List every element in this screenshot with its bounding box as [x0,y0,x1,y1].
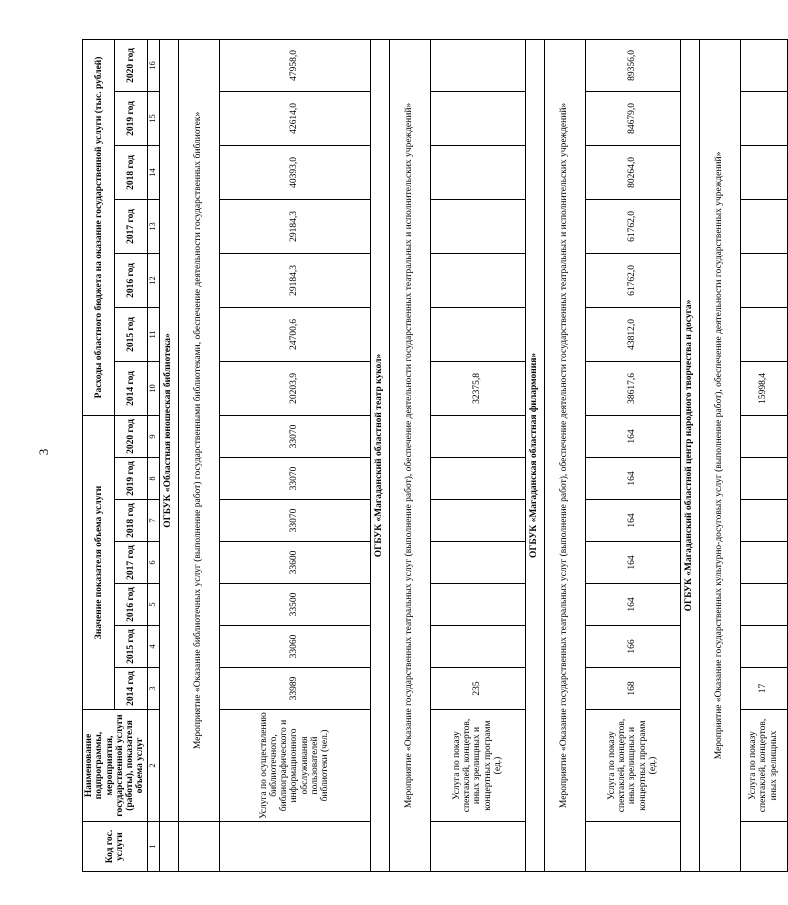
activity-row: Мероприятие «Оказание библиотечных услуг (выполнение работ) государственными библиотеками, обеспечение деятельности государственных библиотек» [178,39,219,821]
cell-indicator [430,626,525,668]
cell-indicator: 164 [585,500,680,542]
col-number: 6 [147,542,159,584]
cell-expense [430,145,525,199]
rotated-page [82,42,779,872]
col-number: 9 [147,415,159,457]
cell-indicator: 166 [585,626,680,668]
col-number: 1 [147,822,159,872]
cell-indicator [740,500,787,542]
col-number: 3 [147,668,159,710]
cell-expense [740,145,787,199]
table-row [219,39,370,871]
header-year: 2020 год [115,39,147,91]
header-year: 2019 год [115,458,147,500]
col-number: 5 [147,584,159,626]
cell-indicator [740,415,787,457]
header-year: 2014 год [115,668,147,710]
col-number: 12 [147,253,159,307]
section-title: ОГБУК «Областная юношеская библиотека» [159,39,178,821]
header-year: 2017 год [115,199,147,253]
header-code: Код гос. услуги [83,822,148,872]
cell-code [585,822,680,872]
header-indicator-group: Значение показателя объема услуги [83,415,115,709]
header-year: 2016 год [115,584,147,626]
cell-name: Услуга по показу спектаклей, концертов, иных зрелищных [740,710,787,822]
col-number: 13 [147,199,159,253]
activity-row: Мероприятие «Оказание государственных театральных услуг (выполнение работ), обеспечение деятельности государственных театральных и исполнительских учреждений» [544,39,585,871]
cell-expense: 38617,6 [585,361,680,415]
section-title: ОГБУК «Магаданская областная филармония» [525,39,544,871]
cell-indicator: 168 [585,668,680,710]
header-name: Наименование подпрограммы, мероприятия, государственной услуги (работы), показателя объема услуг [83,710,148,822]
cell-indicator [740,584,787,626]
header-year: 2016 год [115,253,147,307]
cell-indicator: 33989 [219,668,370,710]
col-number: 14 [147,145,159,199]
cell-expense: 84679,0 [585,91,680,145]
cell-indicator: 17 [740,668,787,710]
header-year: 2017 год [115,542,147,584]
cell-expense: 32375,8 [430,361,525,415]
services-table [82,39,788,872]
cell-indicator: 33070 [219,500,370,542]
cell-name: Услуга по осуществлению библиотечного, библиографического и информационного обслуживания пользователей библиотеки (чел.) [219,710,370,822]
cell-indicator: 235 [430,668,525,710]
cell-expense [740,91,787,145]
col-number: 4 [147,626,159,668]
col-number: 7 [147,500,159,542]
cell-indicator [430,415,525,457]
cell-expense: 29184,3 [219,253,370,307]
cell-expense [740,199,787,253]
cell-indicator: 164 [585,584,680,626]
header-expense-group: Расходы областного бюджета на оказание государственной услуги (тыс. рублей) [83,39,115,415]
column-number-row [147,39,159,871]
cell-indicator: 33060 [219,626,370,668]
cell-indicator: 164 [585,458,680,500]
cell-expense: 43812,0 [585,307,680,361]
cell-indicator: 164 [585,542,680,584]
cell-expense: 42614,0 [219,91,370,145]
col-number: 10 [147,361,159,415]
cell-expense: 61762,0 [585,199,680,253]
page-number: 3 [36,448,51,456]
section-title: ОГБУК «Магаданский областной театр кукол» [370,39,389,871]
cell-expense: 24700,6 [219,307,370,361]
cell-expense [740,253,787,307]
col-number: 15 [147,91,159,145]
cell-code [740,822,787,872]
cell-indicator [740,542,787,584]
col-number: 16 [147,39,159,91]
cell-indicator: 164 [585,415,680,457]
cell-expense [740,39,787,91]
cell-indicator [430,500,525,542]
cell-expense: 89356,0 [585,39,680,91]
cell-expense [430,253,525,307]
cell-indicator: 33070 [219,458,370,500]
cell-expense: 80264,0 [585,145,680,199]
cell-indicator [740,626,787,668]
col-number: 8 [147,458,159,500]
header-year: 2018 год [115,145,147,199]
cell-indicator: 33070 [219,415,370,457]
cell-expense [430,91,525,145]
cell-expense: 15998,4 [740,361,787,415]
cell-name: Услуга по показу спектаклей, концертов, иных зрелищных и концертных программ (ед.) [430,710,525,822]
cell-name: Услуга по показу спектаклей, концертов, иных зрелищных и концертных программ (ед.) [585,710,680,822]
activity-row: Мероприятие «Оказание государственных культурно-досуговых услуг (выполнение работ), обеспечение деятельности государственных учреждений» [699,39,740,871]
header-year: 2014 год [115,361,147,415]
table-row [585,39,680,871]
cell-indicator: 33600 [219,542,370,584]
cell-expense: 40393,0 [219,145,370,199]
table-row [430,39,525,871]
activity-row: Мероприятие «Оказание государственных театральных услуг (выполнение работ), обеспечение деятельности государственных театральных и исполнительских учреждений» [389,39,430,871]
col-number: 2 [147,710,159,822]
cell-expense: 20203,9 [219,361,370,415]
cell-indicator [430,458,525,500]
header-year: 2015 год [115,626,147,668]
cell-indicator [740,458,787,500]
cell-expense [430,307,525,361]
header-year: 2020 год [115,415,147,457]
cell-code [219,822,370,872]
header-year: 2015 год [115,307,147,361]
header-year: 2019 год [115,91,147,145]
cell-indicator [430,584,525,626]
cell-expense: 47958,0 [219,39,370,91]
cell-indicator: 33500 [219,584,370,626]
cell-code [430,822,525,872]
section-title: ОГБУК «Магаданский областной центр народного творчества и досуга» [680,39,699,871]
cell-expense: 29184,3 [219,199,370,253]
header-year: 2018 год [115,500,147,542]
cell-expense [430,39,525,91]
cell-indicator [430,542,525,584]
table-row [740,39,787,871]
cell-expense: 61762,0 [585,253,680,307]
col-number: 11 [147,307,159,361]
cell-expense [740,307,787,361]
cell-expense [430,199,525,253]
